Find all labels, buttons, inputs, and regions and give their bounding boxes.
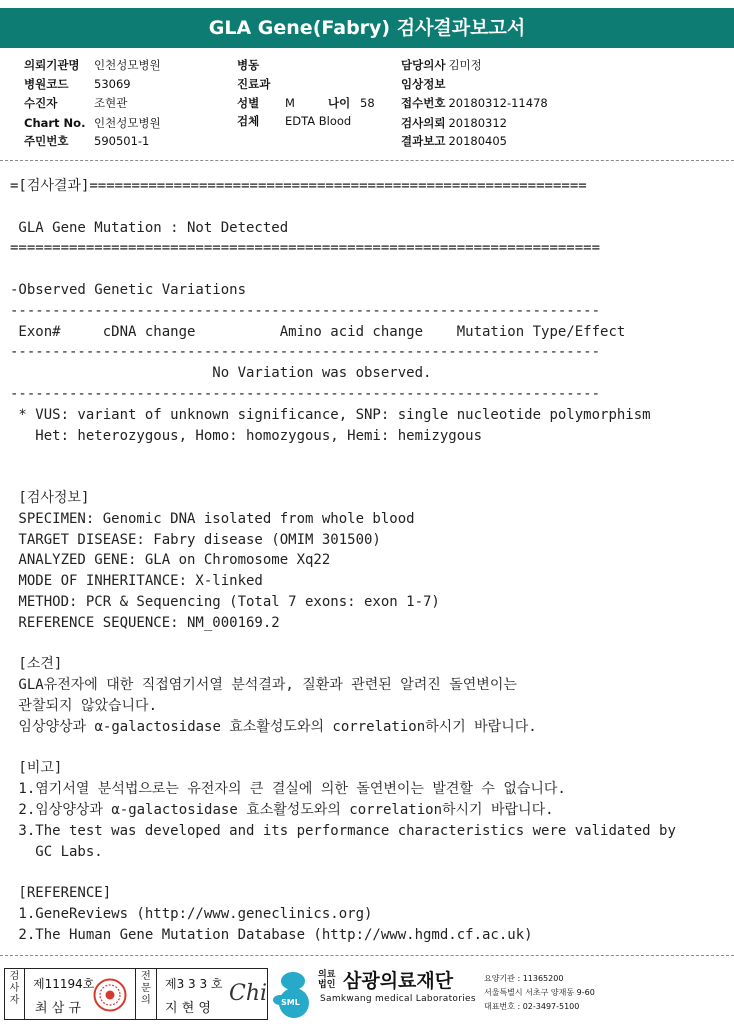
report-line: Exon# cDNA change Amino acid change Mutation Type/Effect: [10, 323, 626, 340]
report-line: [소견]: [10, 656, 63, 673]
report-line: 1.GeneReviews (http://www.geneclinics.org): [10, 906, 373, 922]
info-patient: [24, 94, 127, 113]
signature: Chi: [229, 981, 268, 1006]
info-report-date: [401, 132, 507, 151]
info-receipt-no: [401, 94, 548, 113]
info-label: 접수번호: [401, 96, 446, 110]
report-line: =[검사결과]===========================================================: [10, 178, 587, 194]
info-label: 의뢰기관명: [24, 58, 80, 72]
info-value: 김미정: [448, 58, 482, 72]
report-line: 3.The test was developed and its performance characteristics were validated by: [10, 822, 676, 839]
org-name: 삼광의료재단: [343, 970, 454, 992]
seal-icon: [93, 978, 127, 1012]
info-label: Chart No.: [24, 116, 86, 130]
report-line: [REFERENCE]: [10, 885, 112, 902]
info-value: 인천성모병원: [94, 116, 161, 130]
report-line: REFERENCE SEQUENCE: NM_000169.2: [10, 614, 280, 631]
info-value: 58: [360, 96, 375, 110]
org-contact: [484, 972, 595, 1014]
org-name-en: Samkwang medical Laboratories: [320, 994, 476, 1004]
org-code: 요양기관 : 11365200: [484, 974, 564, 983]
info-label: 병원코드: [24, 77, 69, 91]
report-line: 관찰되지 않았습니다.: [10, 698, 158, 714]
info-sex: [237, 94, 295, 113]
report-footer: [0, 964, 734, 1026]
report-line: METHOD: PCR & Sequencing (Total 7 exons: exon 1-7): [10, 594, 440, 610]
info-value: EDTA Blood: [285, 114, 352, 128]
info-value: 인천성모병원: [94, 58, 161, 72]
patient-info: [0, 56, 734, 156]
report-line: 2.The Human Gene Mutation Database (http://www.hgmd.cf.ac.uk): [10, 926, 533, 943]
org-phone: 대표번호 : 02-3497-5100: [484, 1002, 580, 1011]
sml-logo-icon: [272, 970, 312, 1020]
info-clinical: [401, 75, 445, 94]
report-line: MODE OF INHERITANCE: X-linked: [10, 573, 263, 590]
info-value: 590501-1: [94, 134, 150, 148]
info-label: 검체: [237, 114, 260, 128]
info-ward: [237, 56, 285, 75]
info-label: 진료과: [237, 77, 271, 91]
inspector-label: 검 사 자: [5, 969, 25, 1019]
info-specimen: [237, 112, 351, 131]
info-label: 결과보고: [401, 134, 446, 148]
specialist-number: 제3 3 3 호: [165, 977, 223, 991]
info-label: 나이: [328, 96, 351, 110]
footer-divider: [0, 955, 734, 956]
report-line: ======================================================================: [10, 240, 601, 257]
specialist-label: 전 문 의: [135, 969, 157, 1019]
info-chart-no: [24, 114, 161, 133]
info-age: [328, 94, 375, 113]
report-line: 2.임상양상과 α-galactosidase 효소활성도와의 correlation하시기 바랍니다.: [10, 802, 554, 818]
header-divider: [0, 160, 734, 161]
info-value: 20180312: [448, 116, 507, 130]
report-title: GLA Gene(Fabry) 검사결과보고서: [0, 8, 734, 48]
info-request-date: [401, 114, 507, 133]
report-line: ----------------------------------------------------------------------: [10, 386, 601, 402]
org-address: 서울특별시 서초구 양재동 9-60: [484, 988, 595, 997]
info-label: 검사의뢰: [401, 116, 446, 130]
report-line: 임상양상과 α-galactosidase 효소활성도와의 correlation하시기 바랍니다.: [10, 718, 537, 735]
report-line: GC Labs.: [10, 843, 103, 860]
report-line: TARGET DISEASE: Fabry disease (OMIM 301500): [10, 531, 381, 548]
report-line: -Observed Genetic Variations: [10, 282, 247, 298]
info-department: [237, 75, 285, 94]
info-label: 임상정보: [401, 77, 446, 91]
org-prefix-1: 의료: [318, 970, 336, 980]
logo-text: SML: [281, 998, 300, 1007]
signature-box: [4, 968, 268, 1020]
info-value: 53069: [94, 77, 131, 91]
report-line: [비고]: [10, 760, 63, 777]
info-resident-no: [24, 132, 149, 151]
inspector-number: 제11194호: [33, 977, 95, 991]
inspector-name: 최 삼 규: [35, 1001, 81, 1016]
report-line: GLA유전자에 대한 직접염기서열 분석결과, 질환과 관련된 알려진 돌연변이는: [10, 677, 517, 694]
report-line: ----------------------------------------------------------------------: [10, 302, 601, 319]
report-line: ANALYZED GENE: GLA on Chromosome Xq22: [10, 552, 331, 569]
report-line: * VUS: variant of unknown significance, SNP: single nucleotide polymorphism: [10, 406, 651, 423]
report-line: No Variation was observed.: [10, 365, 432, 382]
info-label: 담당의사: [401, 58, 446, 72]
org-prefix-2: 법인: [318, 980, 336, 990]
report-line: 1.염기서열 분석법으로는 유전자의 큰 결실에 의한 돌연변이는 발견할 수 없습니다.: [10, 781, 566, 798]
info-label: 주민번호: [24, 134, 69, 148]
org-prefix: [318, 970, 335, 990]
report-line: GLA Gene Mutation : Not Detected: [10, 219, 289, 236]
info-hospital-code: [24, 75, 131, 94]
info-doctor: [401, 56, 482, 75]
info-label: 수진자: [24, 96, 58, 110]
info-value: M: [285, 96, 295, 110]
report-line: ----------------------------------------------------------------------: [10, 344, 601, 361]
info-value: 20180405: [448, 134, 507, 148]
info-value: 20180312-11478: [448, 96, 548, 110]
report-line: Het: heterozygous, Homo: homozygous, Hemi: hemizygous: [10, 427, 483, 444]
info-label: 성별: [237, 96, 260, 110]
info-value: 조현관: [94, 96, 128, 110]
specialist-name: 지 현 영: [165, 1001, 211, 1016]
report-line: [검사정보]: [10, 490, 90, 506]
report-line: SPECIMEN: Genomic DNA isolated from whole blood: [10, 510, 415, 527]
info-hospital: [24, 56, 161, 75]
info-label: 병동: [237, 58, 260, 72]
